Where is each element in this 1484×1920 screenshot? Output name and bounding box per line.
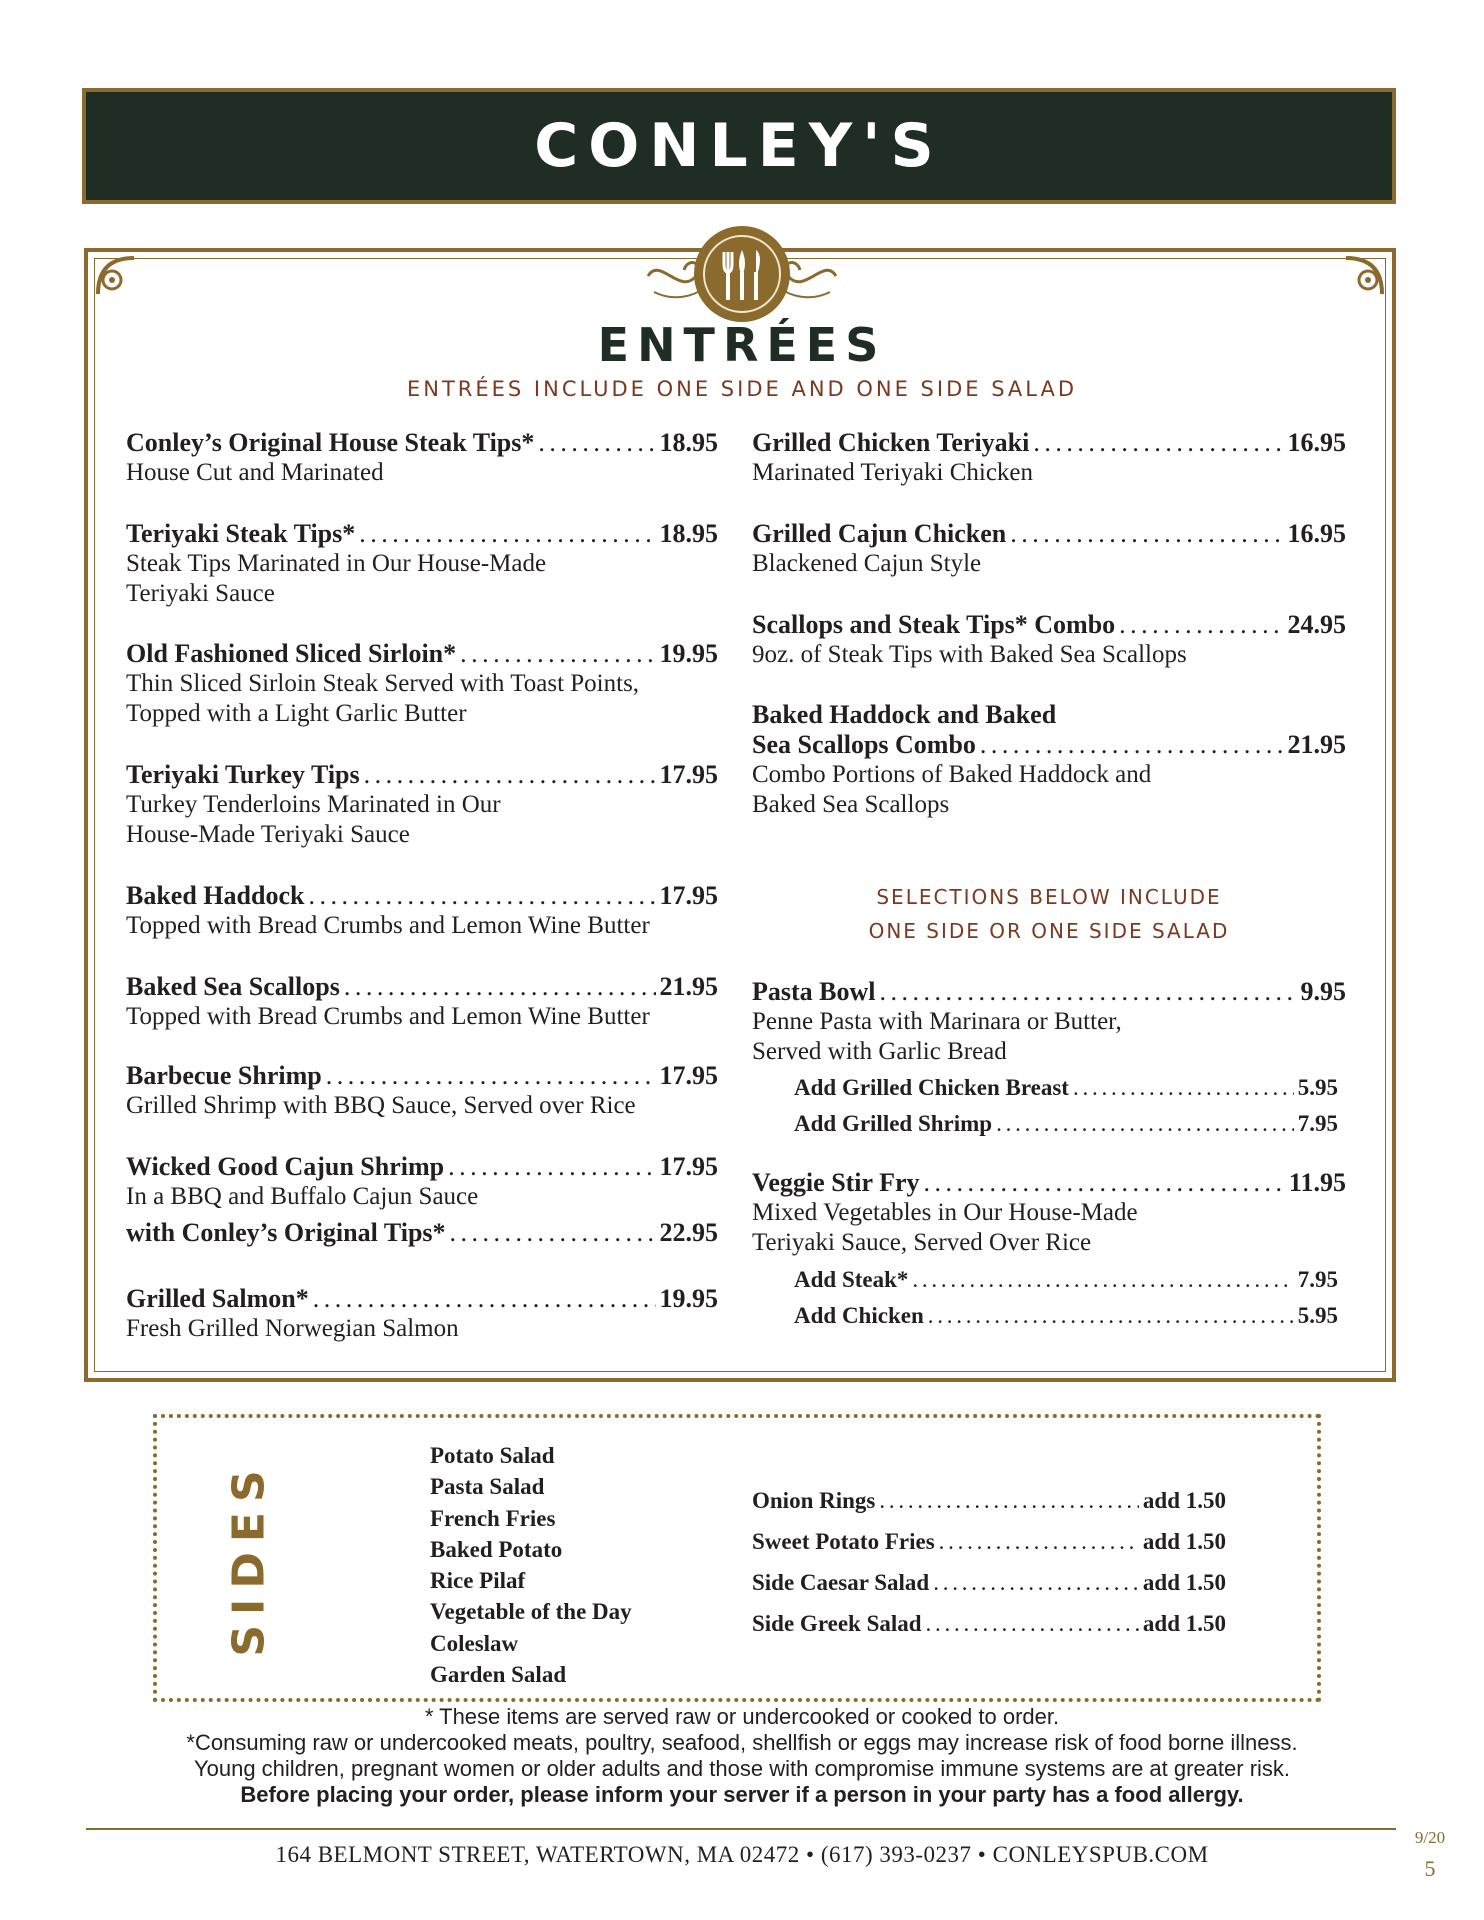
item-name: Scallops and Steak Tips* Combo	[752, 610, 1116, 639]
item-description: Mixed Vegetables in Our House-Made Teriyaki Sauce, Served Over Rice	[752, 1199, 1138, 1256]
item-description: In a BBQ and Buffalo Cajun Sauce	[126, 1183, 479, 1210]
item-description: Marinated Teriyaki Chicken	[752, 459, 1034, 486]
disclaimer-line: * These items are served raw or undercooked or cooked to order.	[424, 1704, 1060, 1729]
restaurant-title: CONLEY'S	[534, 111, 944, 181]
item-price: 17.95	[659, 760, 718, 789]
item-description: House Cut and Marinated	[126, 459, 384, 486]
disclaimer-line: Young children, pregnant women or older adults and those with compromise immune systems are at greater risk.	[193, 1756, 1291, 1781]
side-extra-name: Side Caesar Salad	[752, 1570, 930, 1595]
side-item: Garden Salad	[430, 1662, 567, 1688]
item-name: Grilled Salmon*	[126, 1284, 309, 1313]
selections-note-line2: ONE SIDE OR ONE SIDE SALAD	[868, 919, 1230, 943]
addon-item	[794, 1265, 1338, 1295]
item-name: Grilled Chicken Teriyaki	[752, 428, 1030, 457]
item-description: Topped with Bread Crumbs and Lemon Wine Butter	[126, 912, 650, 939]
item-description: Grilled Shrimp with BBQ Sauce, Served over Rice	[126, 1092, 636, 1119]
item-name: Grilled Cajun Chicken	[752, 519, 1007, 548]
item-name: Baked Sea Scallops	[126, 972, 340, 1001]
addon-name: Add Grilled Chicken Breast	[794, 1075, 1069, 1100]
addon-price: 5.95	[1297, 1075, 1338, 1100]
addon-name: Add Grilled Shrimp	[794, 1111, 993, 1136]
disclaimer-line: *Consuming raw or undercooked meats, poultry, seafood, shellfish or eggs may increase risk of food borne illness.	[186, 1730, 1298, 1755]
cutlery-emblem-icon	[690, 222, 794, 326]
item-price: 19.95	[659, 1284, 718, 1313]
item-addon-name: with Conley’s Original Tips*	[126, 1218, 446, 1247]
item-description: Penne Pasta with Marinara or Butter, Served with Garlic Bread	[752, 1008, 1122, 1065]
menu-item	[126, 881, 718, 941]
addon-name: Add Steak*	[794, 1267, 909, 1292]
side-item: Coleslaw	[430, 1630, 519, 1656]
menu-item	[752, 428, 1346, 488]
side-extra-price: add 1.50	[1142, 1570, 1226, 1595]
item-description: 9oz. of Steak Tips with Baked Sea Scallops	[752, 641, 1187, 668]
side-extra-item	[752, 1609, 1226, 1639]
menu-item	[752, 700, 1346, 820]
item-description: Fresh Grilled Norwegian Salmon	[126, 1315, 459, 1342]
addon-item	[794, 1301, 1338, 1331]
item-price: 21.95	[659, 972, 718, 1001]
addon-name: Add Chicken	[794, 1303, 924, 1328]
menu-item	[126, 1152, 718, 1248]
side-extra-item	[752, 1568, 1226, 1598]
menu-item	[752, 519, 1346, 579]
menu-item	[126, 519, 718, 609]
edition-date: 9/20	[1414, 1828, 1446, 1847]
selections-note-line1: SELECTIONS BELOW INCLUDE	[876, 885, 1222, 909]
item-price: 17.95	[659, 1152, 718, 1181]
item-name: Teriyaki Turkey Tips	[126, 760, 360, 789]
item-name-line1: Baked Haddock and Baked	[752, 700, 1057, 729]
item-price: 17.95	[659, 1061, 718, 1090]
item-name: Veggie Stir Fry	[752, 1168, 920, 1197]
item-price: 16.95	[1287, 519, 1346, 548]
item-description: Combo Portions of Baked Haddock and Baked Sea Scallops	[752, 761, 1152, 818]
side-extra-price: add 1.50	[1142, 1611, 1226, 1636]
addon-price: 7.95	[1297, 1111, 1338, 1136]
selections-note	[752, 880, 1346, 948]
item-description: Topped with Bread Crumbs and Lemon Wine Butter	[126, 1003, 650, 1030]
sides-list	[430, 1440, 690, 1690]
header-banner	[82, 88, 1396, 204]
item-price: 18.95	[659, 519, 718, 548]
sides-label-text: SIDES	[223, 1459, 275, 1657]
footer-address: 164 BELMONT STREET, WATERTOWN, MA 02472 • (617) 393-0237 • CONLEYSPUB.COM	[275, 1842, 1209, 1867]
side-extra-name: Side Greek Salad	[752, 1611, 922, 1636]
item-description: Thin Sliced Sirloin Steak Served with Toast Points, Topped with a Light Garlic Butter	[126, 670, 640, 727]
side-item: French Fries	[430, 1505, 556, 1531]
menu-item	[126, 760, 718, 850]
entrees-title: ENTRÉES	[597, 318, 887, 372]
item-name: Baked Haddock	[126, 881, 305, 910]
menu-item	[752, 977, 1346, 1067]
sides-label	[214, 1458, 284, 1658]
menu-item	[126, 1061, 718, 1121]
item-name: Pasta Bowl	[752, 977, 876, 1006]
sides-box	[153, 1414, 1321, 1702]
item-price: 9.95	[1300, 977, 1346, 1006]
side-item: Potato Salad	[430, 1443, 555, 1468]
addon-price: 5.95	[1297, 1303, 1338, 1328]
item-price: 11.95	[1288, 1168, 1346, 1197]
footer-divider	[86, 1828, 1396, 1830]
side-item: Rice Pilaf	[430, 1568, 526, 1594]
scroll-ornament-icon	[1338, 250, 1390, 302]
item-price: 24.95	[1287, 610, 1346, 639]
addon-item	[794, 1073, 1338, 1103]
item-name: Old Fashioned Sliced Sirloin*	[126, 639, 457, 668]
side-extra-price: add 1.50	[1142, 1529, 1226, 1554]
side-extra-name: Sweet Potato Fries	[752, 1529, 935, 1554]
entrees-subtitle: ENTRÉES INCLUDE ONE SIDE AND ONE SIDE SALAD	[406, 377, 1077, 401]
item-addon-price: 22.95	[659, 1218, 718, 1247]
item-name: Sea Scallops Combo	[752, 730, 976, 759]
item-name: Conley’s Original House Steak Tips*	[126, 428, 535, 457]
menu-item	[126, 972, 718, 1032]
item-name: Wicked Good Cajun Shrimp	[126, 1152, 445, 1181]
side-extra-item	[752, 1486, 1226, 1516]
item-price: 17.95	[659, 881, 718, 910]
item-description: Blackened Cajun Style	[752, 550, 982, 577]
allergy-note: Before placing your order, please inform your server if a person in your party has a food allergy.	[240, 1782, 1244, 1807]
side-extra-name: Onion Rings	[752, 1488, 876, 1513]
scroll-ornament-icon	[90, 250, 142, 302]
item-name: Barbecue Shrimp	[126, 1061, 322, 1090]
side-item: Pasta Salad	[430, 1474, 545, 1500]
side-extra-price: add 1.50	[1142, 1488, 1226, 1513]
side-item: Vegetable of the Day	[430, 1599, 632, 1625]
page-number: 5	[1424, 1856, 1436, 1881]
addon-item	[794, 1109, 1338, 1139]
item-description: Turkey Tenderloins Marinated in Our House-Made Teriyaki Sauce	[126, 791, 501, 848]
menu-item	[126, 428, 718, 488]
item-price: 19.95	[659, 639, 718, 668]
item-name: Teriyaki Steak Tips*	[126, 519, 356, 548]
item-price: 21.95	[1287, 730, 1346, 759]
menu-item	[752, 610, 1346, 670]
menu-item	[126, 639, 718, 729]
menu-item	[752, 1168, 1346, 1258]
item-description: Steak Tips Marinated in Our House-Made Teriyaki Sauce	[126, 550, 547, 607]
side-item: Baked Potato	[430, 1536, 563, 1562]
item-price: 16.95	[1287, 428, 1346, 457]
item-price: 18.95	[659, 428, 718, 457]
addon-price: 7.95	[1297, 1267, 1338, 1292]
side-extra-item	[752, 1527, 1226, 1557]
menu-item	[126, 1284, 718, 1344]
disclaimer-notes	[0, 1704, 1484, 1808]
